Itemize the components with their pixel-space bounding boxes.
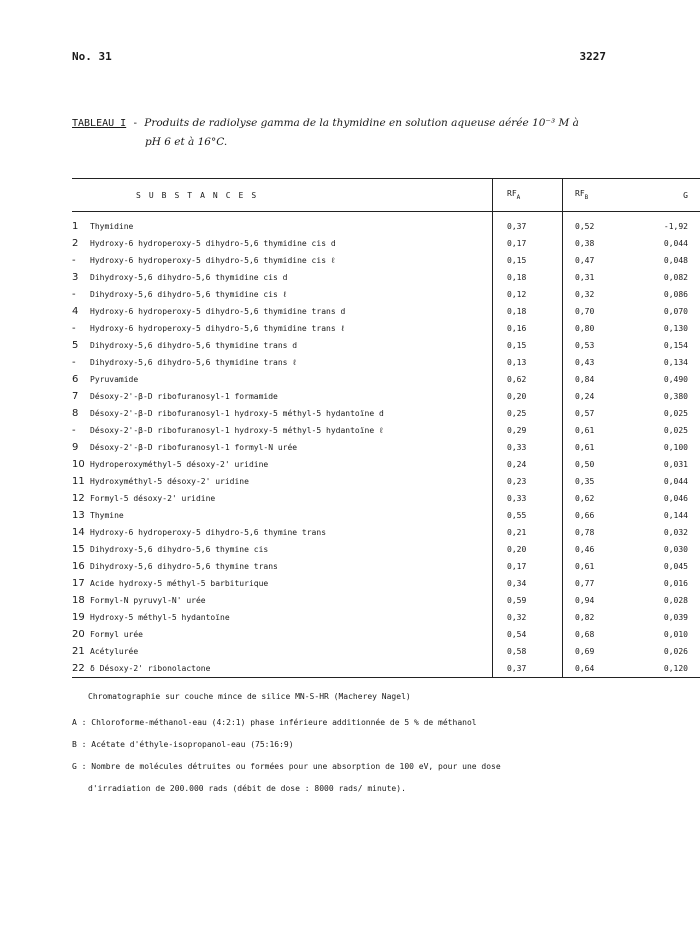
rf-b-value: 0,32 bbox=[575, 290, 595, 299]
g-value: 0,048 bbox=[663, 256, 688, 265]
g-value: 0,045 bbox=[663, 562, 688, 571]
table-body bbox=[72, 212, 700, 678]
rf-a-value: 0,59 bbox=[493, 592, 563, 609]
substance-name: Hydroxy-6 hydroperoxy-5 dihydro-5,6 thymine trans bbox=[86, 524, 493, 541]
row-number: 11 bbox=[72, 476, 85, 487]
rf-a-value: 0,33 bbox=[493, 490, 563, 507]
row-number: 14 bbox=[72, 527, 85, 538]
table-title-cont: pH 6 et à 16°C. bbox=[145, 136, 228, 148]
g-value: 0,100 bbox=[663, 443, 688, 452]
rf-b-value: 0,53 bbox=[575, 341, 595, 350]
g-value: 0,039 bbox=[663, 613, 688, 622]
rf-a-value: 0,18 bbox=[493, 269, 563, 286]
table-row bbox=[72, 337, 700, 354]
table-row bbox=[72, 473, 700, 490]
rf-b-value: 0,64 bbox=[563, 660, 631, 678]
rf-b-value: 0,77 bbox=[575, 579, 595, 588]
row-number: 7 bbox=[72, 391, 79, 402]
g-value: 0,010 bbox=[663, 630, 688, 639]
substance-name: Hydroxy-6 hydroperoxy-5 dihydro-5,6 thymidine trans ℓ bbox=[86, 320, 493, 337]
row-number: 17 bbox=[72, 578, 85, 589]
table-row bbox=[72, 252, 700, 269]
rf-a-value: 0,12 bbox=[493, 286, 563, 303]
rf-a-value: 0,15 bbox=[493, 337, 563, 354]
row-number: 19 bbox=[72, 612, 85, 623]
row-number: 20 bbox=[72, 629, 85, 640]
table-row bbox=[72, 439, 700, 456]
table-row bbox=[72, 212, 700, 236]
g-value: 0,030 bbox=[663, 545, 688, 554]
footnotes bbox=[72, 686, 632, 800]
rf-b-value: 0,94 bbox=[575, 596, 595, 605]
substance-name: Hydroperoxyméthyl-5 désoxy-2' uridine bbox=[86, 456, 493, 473]
row-number: 4 bbox=[72, 306, 79, 317]
rf-b-value: 0,78 bbox=[575, 528, 595, 537]
table-row bbox=[72, 269, 700, 286]
header-rfa bbox=[493, 179, 563, 212]
substance-name: Pyruvamide bbox=[86, 371, 493, 388]
rf-b-value: 0,68 bbox=[575, 630, 595, 639]
rf-a-value: 0,32 bbox=[493, 609, 563, 626]
g-value: 0,044 bbox=[663, 239, 688, 248]
g-value: 0,082 bbox=[663, 273, 688, 282]
substance-name: Hydroxy-5 méthyl-5 hydantoïne bbox=[86, 609, 493, 626]
table-row bbox=[72, 388, 700, 405]
rf-a-value: 0,16 bbox=[493, 320, 563, 337]
row-number: 21 bbox=[72, 646, 85, 657]
substance-name: Hydroxy-6 hydroperoxy-5 dihydro-5,6 thymidine trans d bbox=[86, 303, 493, 320]
rf-b-value: 0,46 bbox=[575, 545, 595, 554]
substance-name: Thymidine bbox=[86, 212, 493, 236]
g-value: 0,016 bbox=[663, 579, 688, 588]
table-label: TABLEAU I bbox=[72, 118, 127, 129]
g-value: 0,044 bbox=[663, 477, 688, 486]
table-row bbox=[72, 643, 700, 660]
footnote-g-cont: d'irradiation de 200.000 rads (débit de dose : 8000 rads/ minute). bbox=[88, 784, 406, 793]
row-number: 22 bbox=[72, 660, 86, 678]
header-substances: SUBSTANCES bbox=[86, 179, 493, 212]
substance-name: Acide hydroxy-5 méthyl-5 barbiturique bbox=[86, 575, 493, 592]
rf-b-value: 0,61 bbox=[575, 562, 595, 571]
g-value: 0,490 bbox=[663, 375, 688, 384]
rf-b-value: 0,35 bbox=[575, 477, 595, 486]
row-number: 1 bbox=[72, 221, 79, 232]
rf-a-value: 0,55 bbox=[493, 507, 563, 524]
g-value: 0,154 bbox=[663, 341, 688, 350]
substance-name: Désoxy-2'-β-D ribofuranosyl-1 hydroxy-5 méthyl-5 hydantoïne d bbox=[86, 405, 493, 422]
rf-b-value: 0,61 bbox=[575, 426, 595, 435]
row-number: - bbox=[72, 323, 76, 334]
page-number: 3227 bbox=[579, 50, 606, 63]
table-row bbox=[72, 609, 700, 626]
table-row bbox=[72, 354, 700, 371]
row-number: 3 bbox=[72, 272, 79, 283]
rf-b-value: 0,57 bbox=[575, 409, 595, 418]
table-row bbox=[72, 575, 700, 592]
rf-a-value: 0,37 bbox=[493, 212, 563, 236]
g-value: 0,032 bbox=[663, 528, 688, 537]
rf-b-value: 0,43 bbox=[575, 358, 595, 367]
row-number: - bbox=[72, 357, 76, 368]
substance-name: Acétylurée bbox=[86, 643, 493, 660]
rf-a-value: 0,18 bbox=[493, 303, 563, 320]
g-value: -1,92 bbox=[663, 222, 688, 231]
rf-a-value: 0,62 bbox=[493, 371, 563, 388]
table-row bbox=[72, 286, 700, 303]
rf-b-value: 0,80 bbox=[575, 324, 595, 333]
g-value: 0,120 bbox=[630, 660, 700, 678]
table-row bbox=[72, 235, 700, 252]
table-row bbox=[72, 405, 700, 422]
journal-number: No. 31 bbox=[72, 50, 112, 63]
rf-a-value: 0,20 bbox=[493, 388, 563, 405]
substance-name: Dihydroxy-5,6 dihydro-5,6 thymine trans bbox=[86, 558, 493, 575]
rf-b-value: 0,24 bbox=[575, 392, 595, 401]
footnote-a: A : Chloroforme-méthanol-eau (4:2:1) phase inférieure additionnée de 5 % de méthanol bbox=[72, 718, 477, 727]
g-value: 0,380 bbox=[663, 392, 688, 401]
rf-b-value: 0,84 bbox=[575, 375, 595, 384]
substance-name: Dihydroxy-5,6 dihydro-5,6 thymidine trans ℓ bbox=[86, 354, 493, 371]
g-value: 0,086 bbox=[663, 290, 688, 299]
g-value: 0,144 bbox=[663, 511, 688, 520]
substance-name: Dihydroxy-5,6 dihydro-5,6 thymidine cis d bbox=[86, 269, 493, 286]
substance-name: Dihydroxy-5,6 dihydro-5,6 thymidine trans d bbox=[86, 337, 493, 354]
table-row bbox=[72, 626, 700, 643]
row-number: - bbox=[72, 425, 76, 436]
table-row bbox=[72, 456, 700, 473]
row-number: 15 bbox=[72, 544, 85, 555]
rf-b-value: 0,69 bbox=[575, 647, 595, 656]
rf-a-value: 0,54 bbox=[493, 626, 563, 643]
table-row bbox=[72, 660, 700, 678]
row-number: 16 bbox=[72, 561, 85, 572]
row-number: 12 bbox=[72, 493, 85, 504]
rf-b-value: 0,70 bbox=[575, 307, 595, 316]
footnote-b: B : Acétate d'éthyle-isopropanol-eau (75:16:9) bbox=[72, 740, 294, 749]
table-row bbox=[72, 422, 700, 439]
table-caption bbox=[72, 114, 612, 152]
table-row bbox=[72, 303, 700, 320]
rf-a-value: 0,33 bbox=[493, 439, 563, 456]
g-value: 0,025 bbox=[663, 409, 688, 418]
substance-name: Hydroxy-6 hydroperoxy-5 dihydro-5,6 thymidine cis ℓ bbox=[86, 252, 493, 269]
rf-b-value: 0,61 bbox=[575, 443, 595, 452]
rf-a-value: 0,24 bbox=[493, 456, 563, 473]
rf-a-value: 0,37 bbox=[493, 660, 563, 678]
substance-name: Formyl-N pyruvyl-N' urée bbox=[86, 592, 493, 609]
header-rfb-sub: B bbox=[584, 194, 589, 201]
header-num bbox=[72, 179, 86, 212]
rf-a-value: 0,29 bbox=[493, 422, 563, 439]
substance-name: Hydroxyméthyl-5 désoxy-2' uridine bbox=[86, 473, 493, 490]
row-number: 9 bbox=[72, 442, 79, 453]
rf-a-value: 0,15 bbox=[493, 252, 563, 269]
header-rfa-label: RF bbox=[507, 189, 517, 198]
substance-name: Formyl-5 désoxy-2' uridine bbox=[86, 490, 493, 507]
substance-name: Dihydroxy-5,6 dihydro-5,6 thymine cis bbox=[86, 541, 493, 558]
rf-b-value: 0,47 bbox=[575, 256, 595, 265]
rf-b-value: 0,62 bbox=[575, 494, 595, 503]
caption-line-1 bbox=[72, 114, 612, 133]
footnote-g: G : Nombre de molécules détruites ou formées pour une absorption de 100 eV, pour une dose bbox=[72, 762, 501, 771]
row-number: - bbox=[72, 289, 76, 300]
table-row bbox=[72, 541, 700, 558]
g-value: 0,134 bbox=[663, 358, 688, 367]
rf-a-value: 0,17 bbox=[493, 558, 563, 575]
header-rfa-sub: A bbox=[516, 194, 521, 201]
table-row bbox=[72, 371, 700, 388]
rf-b-value: 0,38 bbox=[575, 239, 595, 248]
row-number: 8 bbox=[72, 408, 79, 419]
rf-b-value: 0,52 bbox=[575, 222, 595, 231]
row-number: 5 bbox=[72, 340, 79, 351]
caption-dash: - bbox=[132, 118, 139, 129]
rf-a-value: 0,17 bbox=[493, 235, 563, 252]
substance-name: Désoxy-2'-β-D ribofuranosyl-1 formyl-N urée bbox=[86, 439, 493, 456]
header-rfb-label: RF bbox=[575, 189, 585, 198]
substance-name: Désoxy-2'-β-D ribofuranosyl-1 formamide bbox=[86, 388, 493, 405]
row-number: 2 bbox=[72, 238, 79, 249]
substance-name: Formyl urée bbox=[86, 626, 493, 643]
rf-a-value: 0,13 bbox=[493, 354, 563, 371]
g-value: 0,070 bbox=[663, 307, 688, 316]
rf-b-value: 0,50 bbox=[575, 460, 595, 469]
table-title: Produits de radiolyse gamma de la thymidine en solution aqueuse aérée 10⁻³ M à bbox=[144, 117, 579, 129]
rf-a-value: 0,58 bbox=[493, 643, 563, 660]
table-row bbox=[72, 524, 700, 541]
row-number: 18 bbox=[72, 595, 85, 606]
rf-b-value: 0,82 bbox=[575, 613, 595, 622]
rf-a-value: 0,23 bbox=[493, 473, 563, 490]
rf-b-value: 0,66 bbox=[575, 511, 595, 520]
rf-b-value: 0,31 bbox=[575, 273, 595, 282]
g-value: 0,028 bbox=[663, 596, 688, 605]
table-header-row bbox=[72, 179, 700, 212]
substance-name: Dihydroxy-5,6 dihydro-5,6 thymidine cis ℓ bbox=[86, 286, 493, 303]
table-row bbox=[72, 320, 700, 337]
row-number: - bbox=[72, 255, 76, 266]
rf-a-value: 0,21 bbox=[493, 524, 563, 541]
rf-a-value: 0,34 bbox=[493, 575, 563, 592]
table-row bbox=[72, 490, 700, 507]
g-value: 0,031 bbox=[663, 460, 688, 469]
substance-name: Thymine bbox=[86, 507, 493, 524]
table-row bbox=[72, 507, 700, 524]
g-value: 0,046 bbox=[663, 494, 688, 503]
g-value: 0,130 bbox=[663, 324, 688, 333]
substance-name: Hydroxy-6 hydroperoxy-5 dihydro-5,6 thymidine cis d bbox=[86, 235, 493, 252]
substance-name: Désoxy-2'-β-D ribofuranosyl-1 hydroxy-5 méthyl-5 hydantoïne ℓ bbox=[86, 422, 493, 439]
g-value: 0,026 bbox=[663, 647, 688, 656]
footnote-method: Chromatographie sur couche mince de silice MN-S-HR (Macherey Nagel) bbox=[88, 692, 411, 701]
row-number: 13 bbox=[72, 510, 85, 521]
products-table bbox=[72, 178, 700, 678]
header-g: G bbox=[630, 179, 700, 212]
substance-name: δ Désoxy-2' ribonolactone bbox=[86, 660, 493, 678]
row-number: 6 bbox=[72, 374, 79, 385]
header-rfb bbox=[563, 179, 631, 212]
row-number: 10 bbox=[72, 459, 85, 470]
table-row bbox=[72, 558, 700, 575]
g-value: 0,025 bbox=[663, 426, 688, 435]
rf-a-value: 0,25 bbox=[493, 405, 563, 422]
rf-a-value: 0,20 bbox=[493, 541, 563, 558]
table-row bbox=[72, 592, 700, 609]
